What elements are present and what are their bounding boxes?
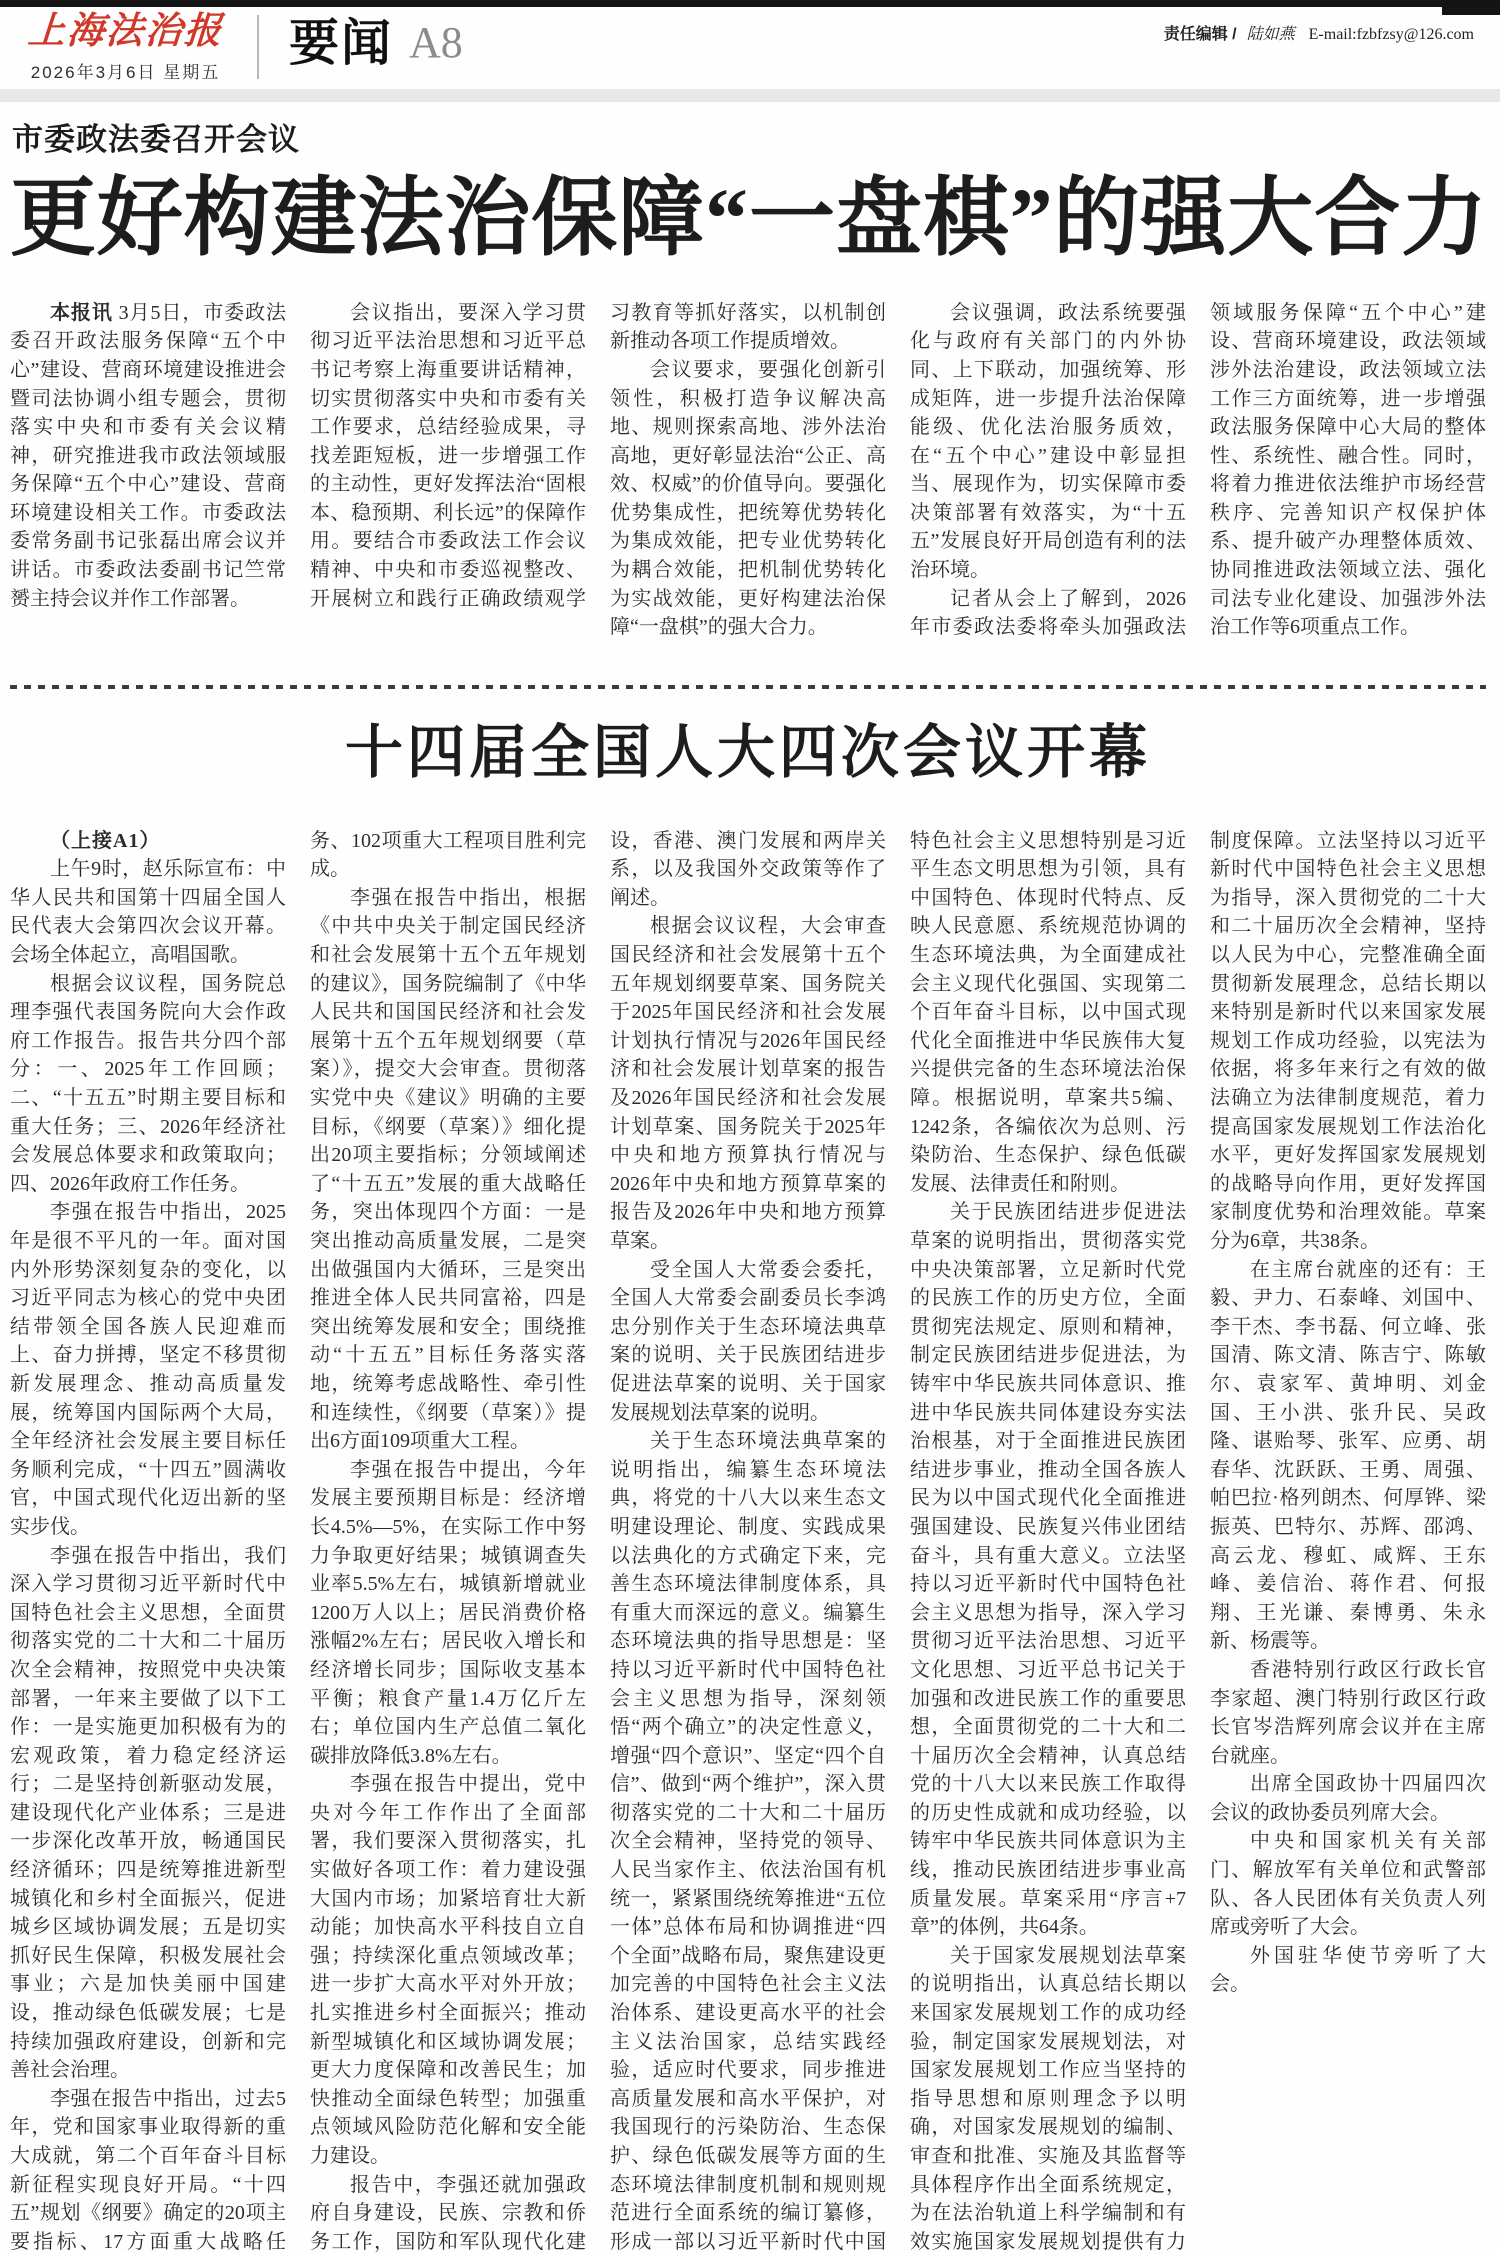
paragraph: 关于国家发展规划法草案的说明指出，认真总结长期以来国家发展规划工作的成功经验，制定国家发展规划法，对国家发展规划工作应当坚持的指导思想和原则理念予以明确，对国家发展规划的编制、审查和批准、实施及其监督等具体程序作出全面系统规定，为在法治轨道上科学编制和有效实施国家发展规划提供有力制度保障。立法坚持以习近平新时代中国特色社会主义思想为指导，深入贯彻党的二十大和二十届历次全会精神，坚持以人民为中心，完整准确全面贯彻新发展理念，总结长期以来特别是新时代以来国家发展规划工作成功经验，以宪法为依据，将多年来行之有效的做法确立为法律制度规范，着力提高国家发展规划工作法治化水平，更好发挥国家发展规划的战略导向作用，更好发挥国家制度优势和治理效能。草案分为6章，共38条。 xyxy=(910,829,1486,2253)
paragraph: 根据会议议程，国务院总理李强代表国务院向大会作政府工作报告。报告共分四个部分：一、2025年工作回顾；二、“十五五”时期主要目标和重大任务；三、2026年经济社会发展总体要求和政策取向；四、2026年政府工作任务。 xyxy=(10,972,286,1195)
article1-kicker: 市委政法委召开会议 xyxy=(12,122,300,157)
paragraph: 报告中，李强还就加强政府自身建设，民族、宗教和侨务工作，国防和军队现代化建设，香港、澳门发展和两岸关系，以及我国外交政策等作了阐述。 xyxy=(310,829,886,2253)
paragraph-text: 3月5日，市委政法委召开政法服务保障“五个中心”建设、营商环境建设推进会暨司法协调小组专题会，贯彻落实中央和市委有关会议精神，研究推进我市政法领域服务保障“五个中心”建设、营商环境建设相关工作。市委政法委常务副书记张磊出席会议并讲话。市委政法委副书记竺常赟主持会议并作工作部署。 xyxy=(10,301,286,610)
article-politics-law-committee xyxy=(0,102,1500,689)
paragraph: 李强在报告中指出，我们深入学习贯彻习近平新时代中国特色社会主义思想，全面贯彻落实党的二十大和二十届历次全会精神，按照党中央决策部署，一年来主要做了以下工作：一是实施更加积极有为的宏观政策，着力稳定经济运行；二是坚持创新驱动发展，建设现代化产业体系；三是进一步深化改革开放，畅通国民经济循环；四是统筹推进新型城镇化和乡村全面振兴，促进城乡区域协调发展；五是切实抓好民生保障，积极发展社会事业；六是加快美丽中国建设，推动绿色低碳发展；七是持续加强政府建设，创新和完善社会治理。 xyxy=(10,1544,286,2082)
paragraph: 在主席台就座的还有：王毅、尹力、石泰峰、刘国中、李干杰、李书磊、何立峰、张国清、陈文清、陈吉宁、陈敏尔、袁家军、黄坤明、刘金国、王小洪、张升民、吴政隆、谌贻琴、张军、应勇、胡春华、沈跃跃、王勇、周强、帕巴拉·格列朗杰、何厚铧、梁振英、巴特尔、苏辉、邵鸿、高云龙、穆虹、咸辉、王东峰、姜信治、蒋作君、何报翔、王光谦、秦博勇、朱永新、杨震等。 xyxy=(1210,1258,1486,1653)
paragraph: 中央和国家机关有关部门、解放军有关单位和武警部队、各人民团体有关负责人列席或旁听了大会。 xyxy=(1210,1830,1486,1939)
paragraph: 受全国人大常委会委托，全国人大常委会副委员长李鸿忠分别作关于生态环境法典草案的说明、关于民族团结进步促进法草案的说明、关于国家发展规划法草案的说明。 xyxy=(610,1258,886,1424)
paragraph: 出席全国政协十四届四次会议的政协委员列席大会。 xyxy=(1210,1773,1486,1824)
masthead xyxy=(28,13,223,83)
paragraph: 关于生态环境法典草案的说明指出，编纂生态环境法典，将党的十八大以来生态文明建设理论、制度、实践成果以法典化的方式确定下来，完善生态环境法律制度体系，具有重大而深远的意义。编纂生态环境法典的指导思想是：坚持以习近平新时代中国特色社会主义思想为指导，深刻领悟“两个确立”的决定性意义，增强“四个意识”、坚定“四个自信”、做到“两个维护”，深入贯彻落实党的二十大和二十届历次全会精神，坚持党的领导、人民当家作主、依法治国有机统一，紧紧围绕统筹推进“五位一体”总体布局和协调推进“四个全面”战略布局，聚焦建设更加完善的中国特色社会主义法治体系、建设更高水平的社会主义法治国家，总结实践经验，适应时代要求，同步推进高质量发展和高水平保护，对我国现行的污染防治、生态保护、绿色低碳发展等方面的生态环境法律制度机制和规则规范进行全面系统的编订纂修，形成一部以习近平新时代中国特色社会主义思想特别是习近平生态文明思想为引领，具有中国特色、体现时代特点、反映人民意愿、系统规范协调的生态环境法典，为全面建成社会主义现代化强国、实现第二个百年奋斗目标，以中国式现代化全面推进中华民族伟大复兴提供完备的生态环境法治保障。根据说明，草案共5编、1242条，各编依次为总则、污染防治、生态保护、绿色低碳发展、法律责任和附则。 xyxy=(610,829,1186,2253)
top-rule xyxy=(0,0,1500,7)
paragraph: 会议要求，要强化创新引领性，积极打造争议解决高地、规则探索高地、涉外法治高地，更好彰显法治“公正、高效、权威”的价值导向。要强化优势集成性，把统筹优势转化为集成效能，把专业优势转化为耦合效能，把机制优势转化为实战效能，更好构建法治保障“一盘棋”的强大合力。 xyxy=(610,358,886,639)
page-number: A8 xyxy=(409,18,463,67)
page-header xyxy=(0,7,1500,89)
paragraph: 李强在报告中指出，过去5年，党和国家事业取得新的重大成就，第二个百年奋斗目标新征程实现良好开局。“十四五”规划《纲要》确定的20项主要指标、17方面重大战略任务、102项重大工程项目胜利完成。 xyxy=(10,829,586,2253)
paragraph: 香港特别行政区行政长官李家超、澳门特别行政区行政长官岑浩辉列席会议并在主席台就座。 xyxy=(1210,1658,1486,1767)
newspaper-logo: 上海法治报 xyxy=(26,11,225,52)
paragraph xyxy=(10,299,286,614)
paragraph: 根据会议议程，大会审查国民经济和社会发展第十五个五年规划纲要草案、国务院关于2025年国民经济和社会发展计划执行情况与2026年国民经济和社会发展计划草案的报告及2026年国民经济和社会发展计划草案、国务院关于2025年中央和地方预算执行情况与2026年中央和地方预算草案的报告及2026年中央和地方预算草案。 xyxy=(610,915,886,1252)
paragraph: 记者从会上了解到，2026年市委政法委将牵头加强政法领域服务保障“五个中心”建设、营商环境建设，政法领域涉外法治建设，政法领域立法工作三方面统筹，进一步增强政法服务保障中心大局的整体性、系统性、融合性。同时，将着力推进依法维护市场经营秩序、完善知识产权保护体系、提升破产办理整体质效、协同推进政法领域立法、强化司法专业化建设、加强涉外法治工作等6项重点工作。 xyxy=(910,301,1486,639)
paragraph: 会议强调，政法系统要强化与政府有关部门的内外协同、上下联动，加强统筹、形成矩阵，进一步提升法治保障能级、优化法治服务质效，在“五个中心”建设中彰显担当、展现作为，切实保障市委决策部署有效落实，为“十五五”发展良好开局创造有利的法治环境。 xyxy=(910,301,1186,582)
article2-headline: 十四届全国人大四次会议开幕 xyxy=(344,720,1151,785)
article1-body xyxy=(10,299,1486,659)
continued-from-note: （上接A1） xyxy=(50,829,161,852)
publication-date: 2026年3月6日 星期五 xyxy=(30,62,221,82)
section-title: 要闻 xyxy=(289,15,393,71)
header-separator-band xyxy=(0,89,1500,102)
editor-name: 陆如燕 xyxy=(1246,26,1295,43)
paragraph: 关于民族团结进步促进法草案的说明指出，贯彻落实党中央决策部署，立足新时代党的民族工作的历史方位，全面贯彻宪法规定、原则和精神，制定民族团结进步促进法，为铸牢中华民族共同体意识、推进中华民族共同体建设夯实法治根基，对于全面推进民族团结进步事业，推动全国各族人民为以中国式现代化全面推进强国建设、民族复兴伟业团结奋斗，具有重大意义。立法坚持以习近平新时代中国特色社会主义思想为指导，深入学习贯彻习近平法治思想、习近平文化思想、习近平总书记关于加强和改进民族工作的重要思想，全面贯彻党的二十大和二十届历次全会精神，认真总结党的十八大以来民族工作取得的历史性成就和成功经验，以铸牢中华民族共同体意识为主线，推动民族团结进步事业高质量发展。草案采用“序言+7章”的体例，共64条。 xyxy=(910,1201,1186,1939)
header-divider xyxy=(257,15,259,79)
paragraph: 会议指出，要深入学习贯彻习近平法治思想和习近平总书记考察上海重要讲话精神，切实贯彻落实中央和市委有关工作要求，总结经验成果，寻找差距短板，进一步增强工作的主动性，更好发挥法治“固根本、稳预期、利长远”的保障作用。要结合市委政法工作会议精神、中央和市委巡视整改、开展树立和践行正确政绩观学习教育等抓好落实，以机制创新推动各项工作提质增效。 xyxy=(310,301,886,610)
editor-label: 责任编辑 / xyxy=(1163,26,1237,43)
article-npc-session-opening xyxy=(0,690,1500,2253)
editor-email: E-mail:fzbfzsy@126.com xyxy=(1308,26,1474,43)
paragraph: 李强在报告中提出，今年发展主要预期目标是：经济增长4.5%—5%，在实际工作中努力争取更好结果；城镇调查失业率5.5%左右，城镇新增就业1200万人以上；居民消费价格涨幅2%左右；居民收入增长和经济增长同步；国际收支基本平衡；粮食产量1.4万亿斤左右；单位国内生产总值二氧化碳排放降低3.8%左右。 xyxy=(310,1458,586,1767)
paragraph: 李强在报告中指出，2025年是很不平凡的一年。面对国内外形势深刻复杂的变化，以习近平同志为核心的党中央团结带领全国各族人民迎难而上、奋力拼搏，坚定不移贯彻新发展理念、推动高质量发展，统筹国内国际两个大局，全年经济社会发展主要目标任务顺利完成，“十四五”圆满收官，中国式现代化迈出新的坚实步伐。 xyxy=(10,1201,286,1538)
article2-body xyxy=(10,827,1486,2253)
paragraph: 外国驻华使节旁听了大会。 xyxy=(1210,1944,1486,1996)
lead-label: 本报讯 xyxy=(50,301,113,324)
paragraph: 上午9时，赵乐际宣布：中华人民共和国第十四届全国人民代表大会第四次会议开幕。会场全体起立，高唱国歌。 xyxy=(10,858,286,967)
editor-info xyxy=(1164,13,1474,44)
paragraph: 李强在报告中指出，根据《中共中央关于制定国民经济和社会发展第十五个五年规划的建议》，国务院编制了《中华人民共和国国民经济和社会发展第十五个五年规划纲要（草案）》，提交大会审查。贯彻落实党中央《建议》明确的主要目标，《纲要（草案）》细化提出20项主要指标；分领域阐述了“十五五”发展的重大战略任务，突出体现四个方面：一是突出推动高质量发展，二是突出做强国内大循环，三是突出推进全体人民共同富裕，四是突出统筹发展和安全；围绕推动“十五五”目标任务落实落地，统筹考虑战略性、牵引性和连续性，《纲要（草案）》提出6方面109项重大工程。 xyxy=(310,886,586,1453)
paragraph: 李强在报告中提出，党中央对今年工作作出了全面部署，我们要深入贯彻落实，扎实做好各项工作：着力建设强大国内市场；加紧培育壮大新动能；加快高水平科技自立自强；持续深化重点领域改革；进一步扩大高水平对外开放；扎实推进乡村全面振兴；推动新型城镇化和区域协调发展；更大力度保障和改善民生；加快推动全面绿色转型；加强重点领域风险防范化解和安全能力建设。 xyxy=(310,1773,586,2167)
dashed-divider xyxy=(10,685,1486,689)
article1-headline: 更好构建法治保障“一盘棋”的强大合力 xyxy=(10,170,1486,266)
